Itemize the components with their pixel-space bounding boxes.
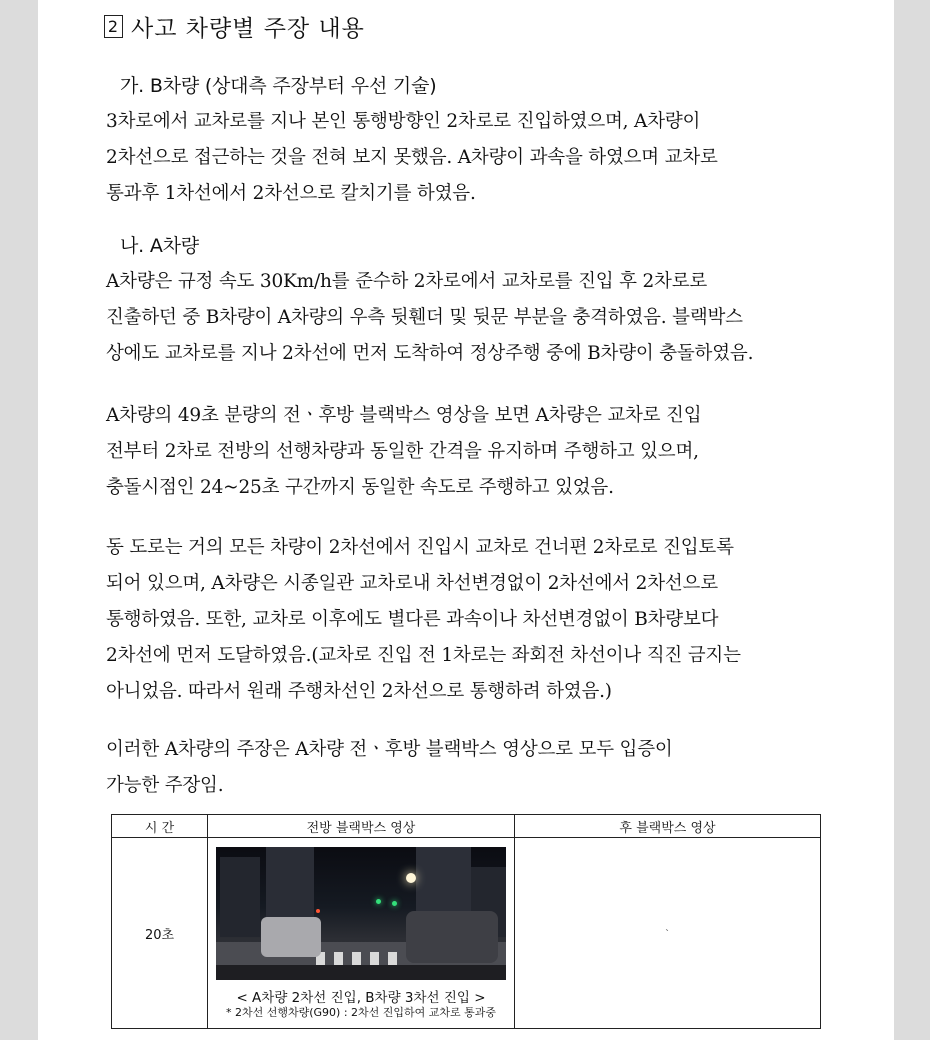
vehicle-b-heading: 가. B차량 (상대측 주장부터 우선 기술) — [120, 75, 437, 97]
header-front-video: 전방 블랙박스 영상 — [208, 815, 515, 838]
vehicle-a-p2-line: 충돌시점인 24~25초 구간까지 동일한 속도로 주행하고 있었음. — [106, 477, 614, 498]
vehicle-a-p4-line: 이러한 A차량의 주장은 A차량 전ㆍ후방 블랙박스 영상으로 모두 입증이 — [106, 739, 673, 760]
table-header-row — [112, 815, 821, 838]
rear-video-cell — [515, 838, 821, 1029]
vehicle-a-heading: 나. A차량 — [120, 235, 199, 257]
vehicle-b-block — [106, 68, 876, 212]
vehicle-a-p3-line: 되어 있으며, A차량은 시종일관 교차로내 차선변경없이 2차선에서 2차선으로 — [106, 573, 718, 594]
vehicle-a-p4-line: 가능한 주장임. — [106, 775, 224, 796]
vehicle-a-p1-line: A차량은 규정 속도 30Km/h를 준수하 2차로에서 교차로를 진입 후 2차로로 — [106, 271, 708, 292]
front-video-caption: < A차량 2차선 진입, B차량 3차선 진입 > — [236, 989, 486, 1006]
vehicle-a-paragraph-2 — [106, 398, 876, 506]
vehicle-a-p3-line: 2차선에 먼저 도달하였음.(교차로 진입 전 1차로는 좌회전 차선이나 직진 금지는 — [106, 645, 741, 666]
vehicle-a-p2-line: 전부터 2차로 전방의 선행차량과 동일한 간격을 유지하며 주행하고 있으며, — [106, 441, 699, 462]
section-title — [104, 10, 365, 43]
rear-video-mark: ˋ — [665, 928, 670, 940]
vehicle-a-p1-line: 진출하던 중 B차량이 A차량의 우측 뒷휀더 및 뒷문 부분을 충격하였음. 블랙박스 — [106, 307, 743, 328]
section-title-text: 사고 차량별 주장 내용 — [131, 16, 365, 42]
front-video-note: * 2차선 선행차량(G90) : 2차선 진입하여 교차로 통과중 — [225, 1005, 497, 1019]
vehicle-a-p3-line: 통행하였음. 또한, 교차로 이후에도 별다른 과속이나 차선변경없이 B차량보다 — [106, 609, 719, 630]
vehicle-b-line: 3차로에서 교차로를 지나 본인 통행방향인 2차로로 진입하였으며, A차량이 — [106, 111, 701, 132]
table-row — [112, 838, 821, 1029]
vehicle-a-p1-line: 상에도 교차로를 지나 2차선에 먼저 도착하여 정상주행 중에 B차량이 충돌하였음. — [106, 343, 754, 364]
vehicle-a-paragraph-4 — [106, 732, 876, 804]
vehicle-a-block — [106, 228, 876, 372]
header-rear-video: 후 블랙박스 영상 — [515, 815, 821, 838]
evidence-table — [111, 814, 821, 1029]
vehicle-a-paragraph-3 — [106, 530, 876, 710]
vehicle-a-p2-line: A차량의 49초 분량의 전ㆍ후방 블랙박스 영상을 보면 A차량은 교차로 진입 — [106, 405, 702, 426]
vehicle-b-line: 통과후 1차선에서 2차선으로 칼치기를 하였음. — [106, 183, 476, 204]
document-page — [38, 0, 894, 1040]
dashcam-front-image — [216, 847, 506, 980]
front-video-cell — [208, 838, 515, 1029]
vehicle-b-line: 2차선으로 접근하는 것을 전혀 보지 못했음. A차량이 과속을 하였으며 교차로 — [106, 147, 718, 168]
time-cell: 20초 — [112, 838, 208, 1029]
header-time: 시 간 — [112, 815, 208, 838]
section-number: 2 — [104, 15, 123, 38]
vehicle-a-p3-line: 동 도로는 거의 모든 차량이 2차선에서 진입시 교차로 건너편 2차로로 진입토록 — [106, 537, 734, 558]
vehicle-a-p3-line: 아니었음. 따라서 원래 주행차선인 2차선으로 통행하려 하였음.) — [106, 681, 612, 702]
